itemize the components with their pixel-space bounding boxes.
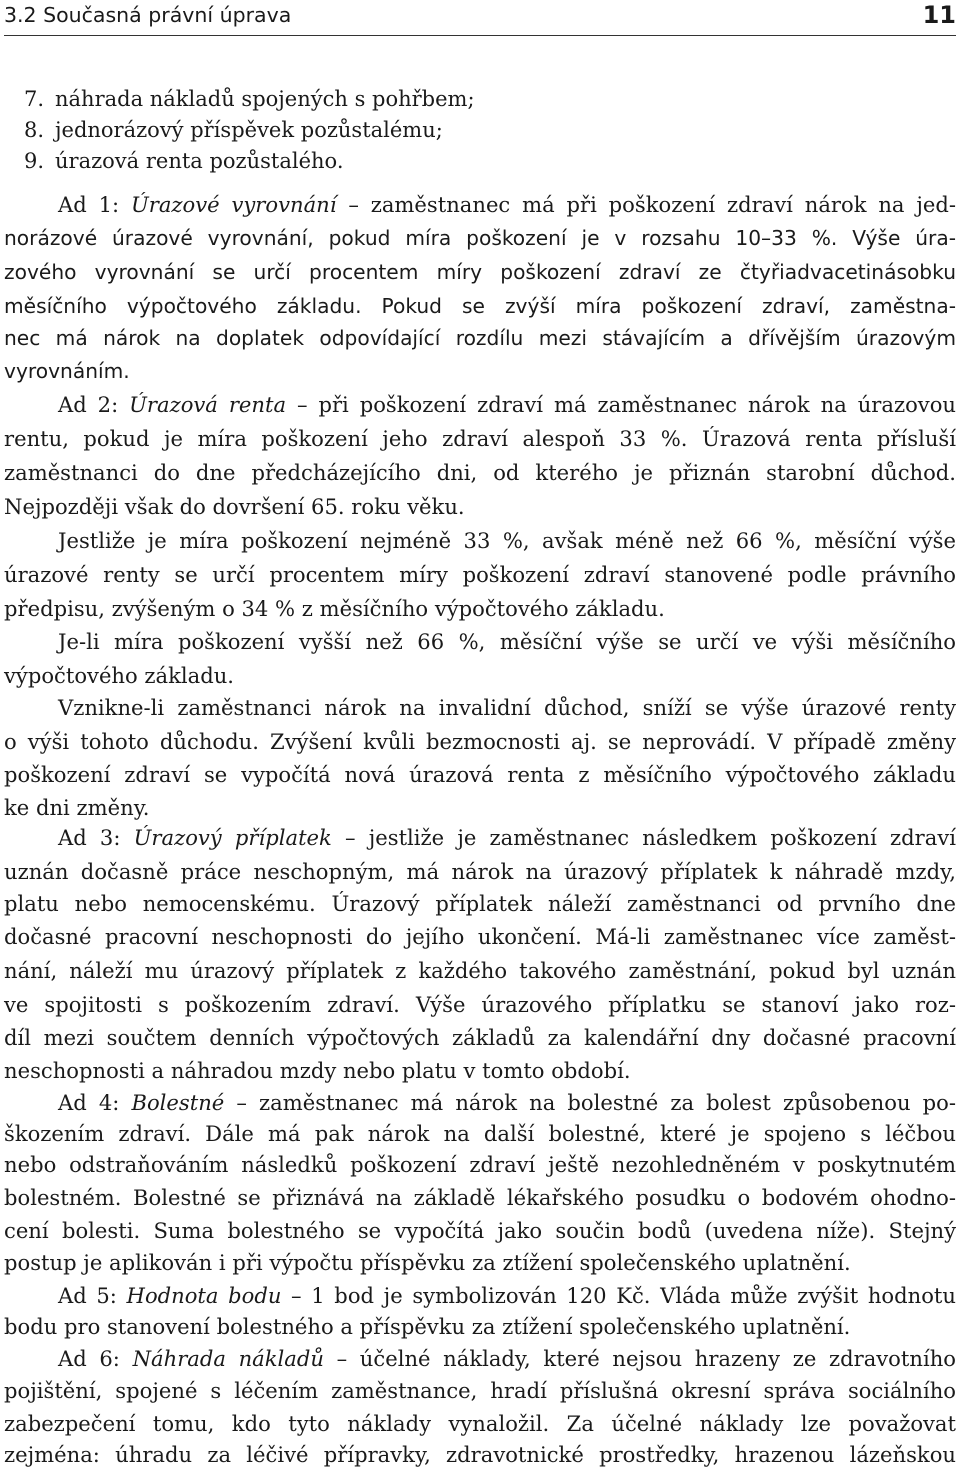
paragraph-line: o výši tohoto důchodu. Zvýšení kvůli bezmocnosti aj. se neprovádí. V případě změny xyxy=(4,729,956,754)
paragraph-line: úrazové renty se určí procentem míry poškození zdraví stanovené podle právního xyxy=(4,562,956,587)
section-term: Úrazová renta xyxy=(129,392,287,417)
section-term: Úrazový příplatek xyxy=(133,825,332,850)
paragraph-line: rentu, pokud je míra poškození jeho zdraví alespoň 33 %. Úrazová renta přísluší xyxy=(4,426,956,451)
paragraph-line: postup je aplikován i při výpočtu příspěvku za ztížení společenského uplatnění. xyxy=(4,1250,851,1275)
paragraph-line: vyrovnáním. xyxy=(4,359,130,383)
paragraph-line: Nejpozději však do dovršení 65. roku věku. xyxy=(4,494,465,519)
paragraph-line: norázové úrazové vyrovnání, pokud míra poškození je v rozsahu 10–33 %. Výše úra- xyxy=(4,226,956,250)
list-item: 7. náhrada nákladů spojených s pohřbem; xyxy=(24,87,475,111)
section-title: 3.2 Současná právní úprava xyxy=(4,3,292,27)
header-rule xyxy=(4,35,956,36)
paragraph-line: cení bolesti. Suma bolestného se vypočítá jako součin bodů (uvedena níže). Stejný xyxy=(4,1218,956,1243)
section-term: Úrazové vyrovnání xyxy=(130,192,337,217)
paragraph-line: zového vyrovnání se určí procentem míry poškození zdraví ze čtyřiadvacetinásobku xyxy=(4,260,956,284)
paragraph-line: ve spojitosti s poškozením zdraví. Výše úrazového příplatku se stanoví jako roz- xyxy=(4,992,956,1017)
page-number: 11 xyxy=(922,1,956,29)
paragraph-first-line: Ad 1: Úrazové vyrovnání – zaměstnanec má při poškození zdraví nárok na jed- xyxy=(58,192,956,217)
paragraph-line: neschopnosti a náhradou mzdy nebo platu v tomto období. xyxy=(4,1058,631,1083)
paragraph-line: nec má nárok na doplatek odpovídající rozdílu mezi stávajícím a dřívějším úrazovým xyxy=(4,326,956,350)
section-term: Náhrada nákladů xyxy=(132,1346,324,1371)
paragraph-line: uznán dočasně práce neschopným, má nárok na úrazový příplatek k náhradě mzdy, xyxy=(4,859,956,884)
paragraph-line: bolestném. Bolestné se přiznává na základě lékařského posudku o bodovém ohodno- xyxy=(4,1185,956,1210)
paragraph-first-line: Ad 5: Hodnota bodu – 1 bod je symbolizován 120 Kč. Vláda může zvýšit hodnotu xyxy=(58,1283,956,1308)
paragraph-line: platu nebo nemocenskému. Úrazový příplatek náleží zaměstnanci od prvního dne xyxy=(4,891,956,916)
paragraph-line: poškození zdraví se vypočítá nová úrazová renta z měsíčního výpočtového základu xyxy=(4,762,956,787)
paragraph-line: bodu pro stanovení bolestného a příspěvku za ztížení společenského uplatnění. xyxy=(4,1314,851,1339)
enumerated-list xyxy=(24,84,475,177)
paragraph-first-line: Ad 6: Náhrada nákladů – účelné náklady, které nejsou hrazeny ze zdravotního xyxy=(58,1346,956,1371)
paragraph-line: zabezpečení tomu, kdo tyto náklady vynaložil. Za účelné náklady lze považovat xyxy=(4,1411,956,1436)
paragraph-line: nebo odstraňováním následků poškození zdraví ještě nezohledněném v poskytnutém xyxy=(4,1152,956,1177)
paragraph-first-line: Jestliže je míra poškození nejméně 33 %, avšak méně než 66 %, měsíční výše xyxy=(58,528,956,553)
section-term: Hodnota bodu xyxy=(126,1283,282,1308)
paragraph-line: měsíčního výpočtového základu. Pokud se zvýší míra poškození zdraví, zaměstna- xyxy=(4,294,956,318)
paragraph-line: nání, náleží mu úrazový příplatek z každého takového zaměstnání, pokud byl uznán xyxy=(4,958,956,983)
paragraph-line: škozením zdraví. Dále má pak nárok na další bolestné, které je spojeno s léčbou xyxy=(4,1121,956,1146)
paragraph-first-line: Vznikne-li zaměstnanci nárok na invalidní důchod, sníží se výše úrazové renty xyxy=(58,695,956,720)
list-item: 9. úrazová renta pozůstalého. xyxy=(24,149,344,173)
paragraph-line: zaměstnanci do dne předcházejícího dni, od kterého je přiznán starobní důchod. xyxy=(4,460,956,485)
paragraph-first-line: Je-li míra poškození vyšší než 66 %, měsíční výše se určí ve výši měsíčního xyxy=(58,629,956,654)
paragraph-line: dočasné pracovní neschopnosti do jejího ukončení. Má-li zaměstnanec více zaměst- xyxy=(4,924,956,949)
paragraph-first-line: Ad 2: Úrazová renta – při poškození zdraví má zaměstnanec nárok na úrazovou xyxy=(58,392,956,417)
paragraph-line: zejména: úhradu za léčivé přípravky, zdravotnické prostředky, hrazenou lázeňskou xyxy=(4,1442,956,1467)
list-item: 8. jednorázový příspěvek pozůstalému; xyxy=(24,118,443,142)
running-header xyxy=(4,0,956,34)
paragraph-line: předpisu, zvýšeným o 34 % z měsíčního výpočtového základu. xyxy=(4,596,665,621)
section-term: Bolestné xyxy=(131,1090,225,1115)
paragraph-line: ke dni změny. xyxy=(4,795,150,820)
paragraph-line: pojištění, spojené s léčením zaměstnance, hradí příslušná okresní správa sociálního xyxy=(4,1378,956,1403)
paragraph-line: díl mezi součtem denních výpočtových základů za kalendářní dny dočasné pracovní xyxy=(4,1025,956,1050)
paragraph-first-line: Ad 4: Bolestné – zaměstnanec má nárok na bolestné za bolest způsobenou po- xyxy=(58,1090,956,1115)
paragraph-first-line: Ad 3: Úrazový příplatek – jestliže je zaměstnanec následkem poškození zdraví xyxy=(58,825,956,850)
paragraph-line: výpočtového základu. xyxy=(4,663,235,688)
